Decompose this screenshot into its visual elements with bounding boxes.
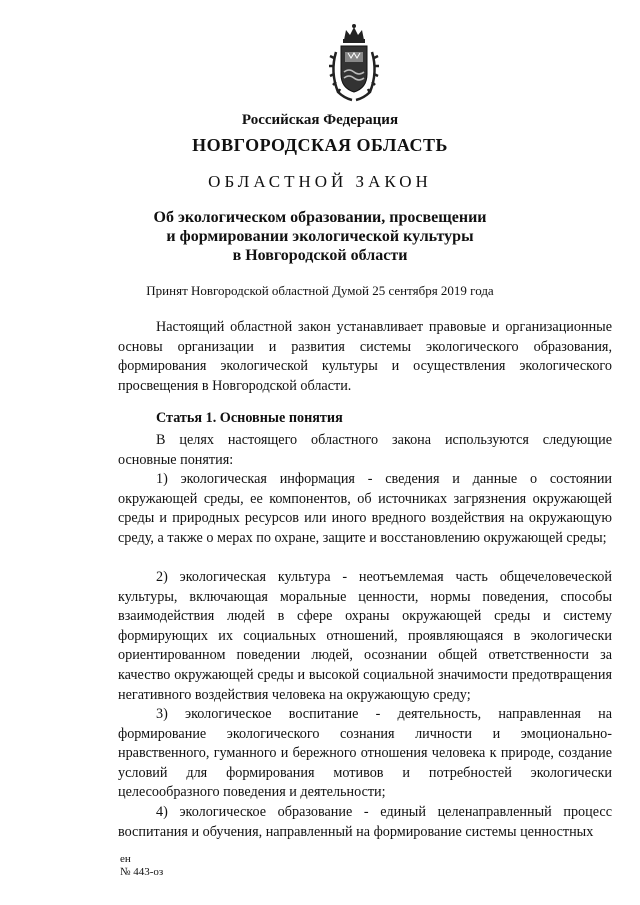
preamble-paragraph: Настоящий областной закон устанавливает правовые и организационные основы организации и развития системы экологического образования, формирования экологической культуры и осуществления экологического просвещения в Новгородской области.: [118, 319, 612, 394]
law-title-line-2: и формировании экологической культуры: [166, 228, 474, 245]
definition-item: 4) экологическое образование - единый целенаправленный процесс воспитания и обучения, направленный на формирование системы ценностных: [118, 804, 612, 840]
article-intro-paragraph: В целях настоящего областного закона используются следующие основные понятия:: [118, 432, 612, 468]
definition-item: 1) экологическая информация - сведения и данные о состоянии окружающей среды, ее компонентов, об источниках загрязнения окружающей среды и природных ресурсов или иного вредного воздействия на окружающую среду, а также о мерах по охране, защите и восстановлению окружающей среды;: [118, 471, 612, 546]
coat-of-arms-icon: [324, 22, 384, 102]
adoption-note: Принят Новгородской областной Думой 25 сентября 2019 года: [146, 283, 494, 298]
document-type: ОБЛАСТНОЙ ЗАКОН: [208, 172, 432, 191]
footer-law-number: № 443-оз: [120, 866, 164, 878]
law-title-line-3: в Новгородской области: [232, 247, 408, 264]
federation-name: Российская Федерация: [241, 112, 399, 128]
definition-item: 2) экологическая культура - неотъемлемая часть общечеловеческой культуры, включающая моральные ценности, нормы поведения, способы взаимодействия людей в сфере охраны окружающей среды и систему формирующих их социальных отношений, проявляющаяся в экологически ориентированном поведении людей, осознании общей ответственности за качество окружающей среды и высокой социальной значимости предотвращения негативного воздействия человека на окружающую среду;: [118, 569, 612, 703]
footer-initials: ен: [120, 853, 131, 865]
region-name: НОВГОРОДСКАЯ ОБЛАСТЬ: [192, 135, 448, 155]
law-title-line-1: Об экологическом образовании, просвещении: [153, 209, 487, 226]
article-heading: Статья 1. Основные понятия: [156, 410, 343, 426]
definition-item: 3) экологическое воспитание - деятельность, направленная на формирование экологического сознания личности и эмоционально-нравственного, гуманного и бережного отношения человека к природе, создание условий для формирования мотивов и потребностей экологически целесообразного поведения и деятельности;: [118, 706, 612, 801]
